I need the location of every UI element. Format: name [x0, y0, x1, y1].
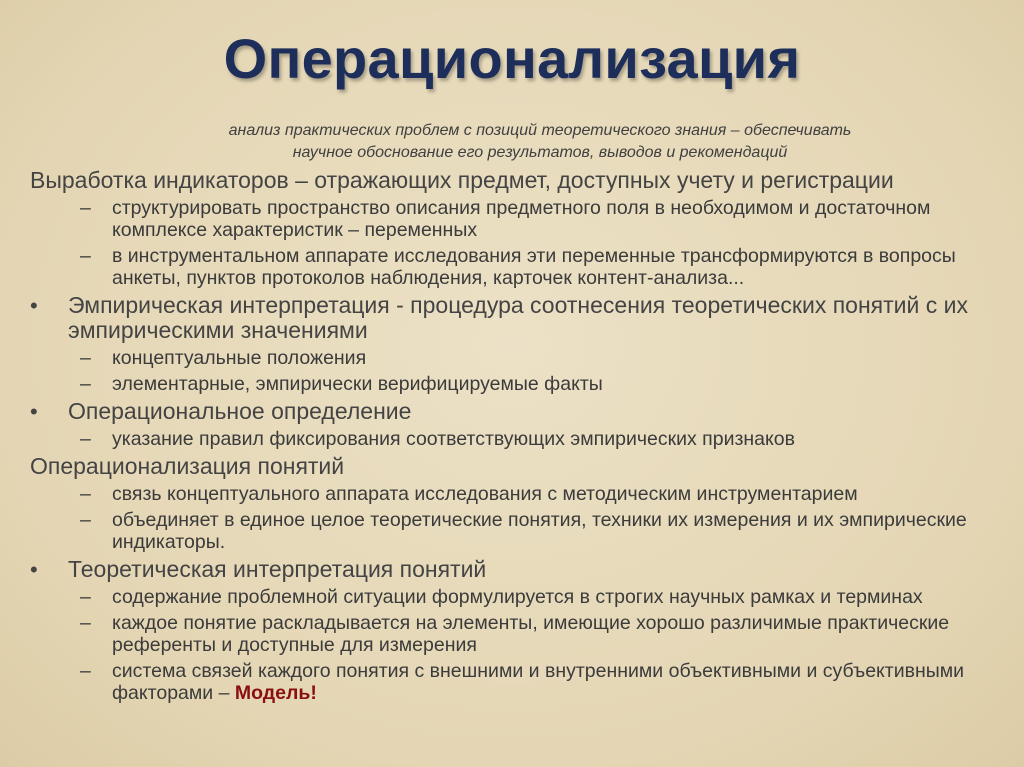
sub-list-item	[0, 660, 1024, 704]
dash-icon: –	[80, 347, 91, 369]
dash-icon: –	[80, 428, 91, 450]
sub-list-item	[0, 483, 1024, 505]
sub-list-item	[0, 509, 1024, 553]
list-item-text: Операциональное определение	[68, 398, 412, 424]
list-item-text: концептуальные положения	[112, 347, 367, 369]
dash-icon: –	[80, 483, 91, 505]
slide-title: Операционализация	[223, 27, 801, 90]
subtitle	[150, 120, 930, 164]
sub-list-item	[0, 373, 1024, 395]
list-item-text: каждое понятие раскладывается на элементы, имеющие хорошо различимые практические референты и доступные для измерения	[112, 612, 950, 656]
list-item-text: Теоретическая интерпретация понятий	[68, 556, 487, 582]
dash-icon: –	[80, 197, 91, 219]
dash-icon: –	[80, 373, 91, 395]
sub-list-item	[0, 245, 1024, 289]
list-item-text: связь концептуального аппарата исследования с методическим инструментарием	[112, 483, 858, 505]
model-emphasis: Модель!	[234, 682, 317, 704]
list-item-text: указание правил фиксирования соответствующих эмпирических признаков	[112, 428, 795, 450]
sub-list-item	[0, 428, 1024, 450]
list-item-text: в инструментальном аппарате исследования эти переменные трансформируются в вопросы анкеты, пунктов протоколов наблюдения, карточек контент-анализа...	[112, 245, 956, 289]
bullet-icon: •	[30, 293, 38, 318]
sub-list-item	[0, 347, 1024, 369]
sub-list-item	[0, 612, 1024, 656]
subtitle-line: научное обоснование его результатов, выводов и рекомендаций	[292, 144, 788, 161]
bullet-list	[0, 168, 1024, 708]
list-item	[0, 454, 1024, 479]
list-item-text: Эмпирическая интерпретация - процедура соотнесения теоретических понятий с их эмпирическими значениями	[68, 292, 968, 343]
sub-list-item	[0, 586, 1024, 608]
list-item	[0, 399, 1024, 424]
dash-icon: –	[80, 612, 91, 634]
list-item	[0, 557, 1024, 582]
list-item-text: система связей каждого понятия с внешними и внутренними объективными и субъективными факторами –	[112, 660, 965, 704]
list-item	[0, 293, 1024, 343]
dash-icon: –	[80, 660, 91, 682]
dash-icon: –	[80, 245, 91, 267]
dash-icon: –	[80, 509, 91, 531]
list-item-text: содержание проблемной ситуации формулируется в строгих научных рамках и терминах	[112, 586, 923, 608]
list-item-text: Операционализация понятий	[30, 453, 345, 479]
list-item-text: объединяет в единое целое теоретические понятия, техники их измерения и их эмпирические индикаторы.	[112, 509, 967, 553]
subtitle-line: анализ практических проблем с позиций теоретического знания – обеспечивать	[228, 122, 852, 139]
bullet-icon: •	[30, 557, 38, 582]
list-item-text: структурировать пространство описания предметного поля в необходимом и достаточном комплексе характеристик – переменных	[112, 197, 931, 241]
list-item-text: элементарные, эмпирически верифицируемые факты	[112, 373, 603, 395]
list-item	[0, 168, 1024, 193]
dash-icon: –	[80, 586, 91, 608]
sub-list-item	[0, 197, 1024, 241]
list-item-text: Выработка индикаторов – отражающих предмет, доступных учету и регистрации	[30, 167, 894, 193]
bullet-icon: •	[30, 399, 38, 424]
